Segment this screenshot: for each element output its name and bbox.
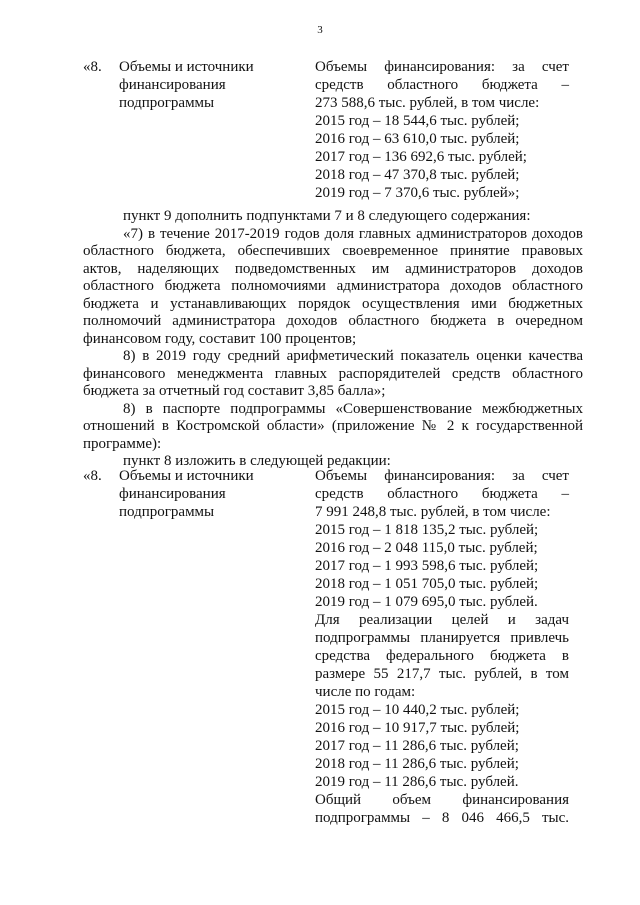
- value-line: 2015 год – 10 440,2 тыс. рублей;: [315, 702, 520, 718]
- value-line: 7 991 248,8 тыс. рублей, в том числе:: [315, 504, 551, 520]
- value-line: 2019 год – 7 370,6 тыс. рублей»;: [315, 185, 520, 201]
- row-value: [315, 58, 569, 202]
- value-line: Объемы финансирования: за счет: [315, 59, 569, 75]
- value-line: 2018 год – 47 370,8 тыс. рублей;: [315, 167, 520, 183]
- row-label: [83, 58, 315, 202]
- value-line: числе по годам:: [315, 684, 416, 700]
- passport-row-2: [83, 467, 583, 827]
- value-line: 2018 год – 11 286,6 тыс. рублей;: [315, 756, 519, 772]
- value-line: 2016 год – 63 610,0 тыс. рублей;: [315, 131, 520, 147]
- row-value: [315, 467, 569, 827]
- label-line: финансирования: [119, 486, 226, 502]
- value-line: Для реализации целей и задач: [315, 612, 569, 628]
- value-line: 2017 год – 1 993 598,6 тыс. рублей;: [315, 558, 539, 574]
- passport-row-1: [83, 58, 583, 202]
- value-line: 2017 год – 136 692,6 тыс. рублей;: [315, 149, 527, 165]
- value-line: 273 588,6 тыс. рублей, в том числе:: [315, 95, 540, 111]
- value-line: размере 55 217,7 тыс. рублей, в том: [315, 666, 569, 682]
- paragraph: 8) в 2019 году средний арифметический показатель оценки качества финансового менеджмента главных распорядителей средств областного бюджета за отчетный год составит 3,85 балла»;: [83, 348, 583, 399]
- value-line: подпрограммы планируется привлечь: [315, 630, 569, 646]
- paragraph: пункт 9 дополнить подпунктами 7 и 8 следующего содержания:: [123, 208, 531, 224]
- value-line: 2019 год – 11 286,6 тыс. рублей.: [315, 774, 519, 790]
- value-line: 2015 год – 1 818 135,2 тыс. рублей;: [315, 522, 539, 538]
- value-line: 2016 год – 2 048 115,0 тыс. рублей;: [315, 540, 538, 556]
- value-line: Общий объем финансирования: [315, 792, 569, 808]
- paragraph: пункт 8 изложить в следующей редакции:: [123, 453, 391, 469]
- value-line: 2017 год – 11 286,6 тыс. рублей;: [315, 738, 519, 754]
- label-line: Объемы и источники: [119, 59, 254, 75]
- label-line: финансирования: [119, 77, 226, 93]
- value-line: средства федерального бюджета в: [315, 648, 569, 664]
- label-line: подпрограммы: [119, 504, 215, 520]
- value-line: 2018 год – 1 051 705,0 тыс. рублей;: [315, 576, 539, 592]
- page-number: 3: [317, 24, 323, 36]
- label-line: Объемы и источники: [119, 468, 254, 484]
- value-line: средств областного бюджета –: [315, 486, 569, 502]
- value-line: 2015 год – 18 544,6 тыс. рублей;: [315, 113, 520, 129]
- paragraph: «7) в течение 2017-2019 годов доля главных администраторов доходов областного бюджета, обеспечивших своевременное принятие правовых актов, наделяющих подведомственных им администраторов доходов областного бюджета полномочиями администратора доходов областного бюджета и устанавливающих порядок осуществления ими бюджетных полномочий администратора доходов областного бюджета в очередном финансовом году, составит 100 процентов;: [83, 225, 583, 347]
- value-line: 2016 год – 10 917,7 тыс. рублей;: [315, 720, 520, 736]
- paragraph: 8) в паспорте подпрограммы «Совершенствование межбюджетных отношений в Костромской области» (приложение № 2 к государственной программе):: [83, 400, 583, 452]
- value-line: Объемы финансирования: за счет: [315, 468, 569, 484]
- value-line: 2019 год – 1 079 695,0 тыс. рублей.: [315, 594, 538, 610]
- body-text: [83, 208, 583, 471]
- item-number: «8.: [83, 59, 102, 75]
- value-line: подпрограммы – 8 046 466,5 тыс.: [315, 810, 569, 826]
- item-number: «8.: [83, 468, 102, 484]
- value-line: средств областного бюджета –: [315, 77, 569, 93]
- row-label: [83, 467, 315, 827]
- label-line: подпрограммы: [119, 95, 215, 111]
